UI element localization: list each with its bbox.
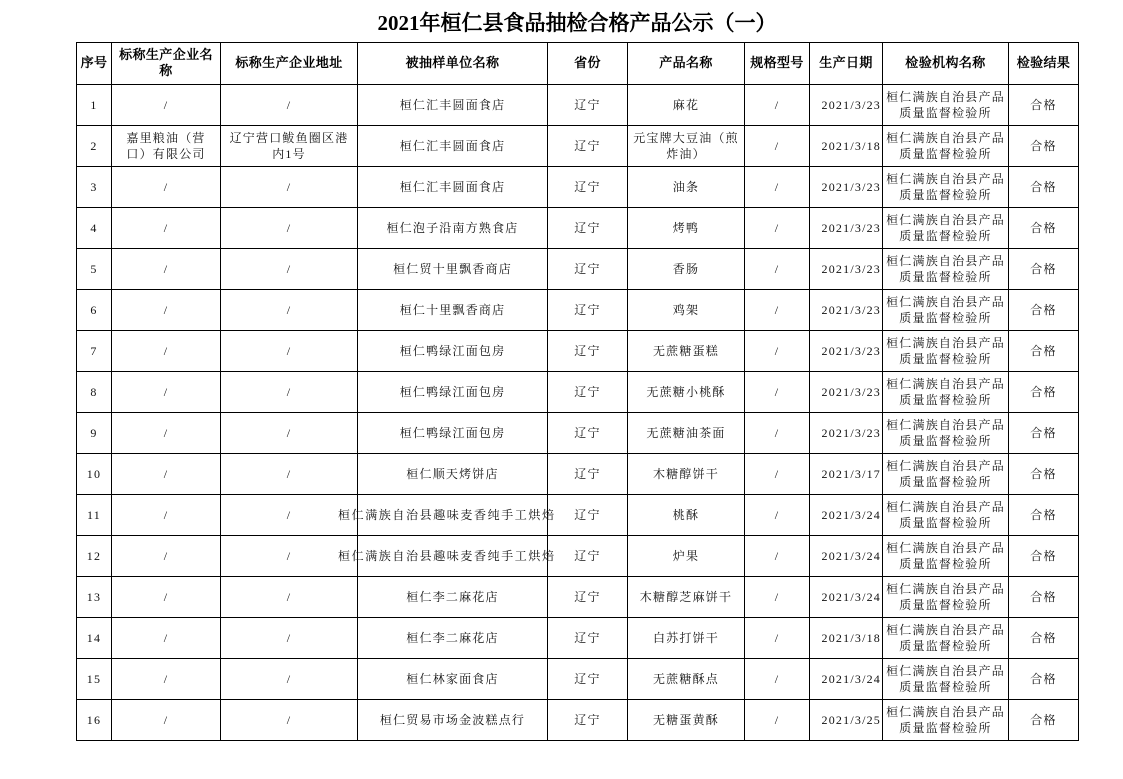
cell-sampled-unit: 桓仁汇丰圆面食店 bbox=[358, 126, 548, 167]
cell-sampled-unit: 桓仁李二麻花店 bbox=[358, 577, 548, 618]
cell-spec-model: / bbox=[745, 167, 810, 208]
cell-inspection-agency: 桓仁满族自治县产品质量监督检验所 bbox=[883, 618, 1009, 659]
cell-spec-model: / bbox=[745, 290, 810, 331]
cell-sampled-unit: 桓仁贸十里飘香商店 bbox=[358, 249, 548, 290]
cell-production-date: 2021/3/23 bbox=[810, 413, 883, 454]
cell-spec-model: / bbox=[745, 495, 810, 536]
cell-inspection-result: 合格 bbox=[1009, 290, 1079, 331]
cell-inspection-result: 合格 bbox=[1009, 659, 1079, 700]
cell-province: 辽宁 bbox=[548, 577, 628, 618]
cell-product-name: 鸡架 bbox=[628, 290, 745, 331]
cell-manufacturer-address: / bbox=[221, 208, 358, 249]
header-spec-model: 规格型号 bbox=[745, 43, 810, 85]
cell-serial-number: 12 bbox=[77, 536, 112, 577]
cell-spec-model: / bbox=[745, 85, 810, 126]
cell-production-date: 2021/3/24 bbox=[810, 577, 883, 618]
cell-manufacturer-name: / bbox=[112, 290, 221, 331]
cell-sampled-unit: 桓仁汇丰圆面食店 bbox=[358, 167, 548, 208]
cell-inspection-result: 合格 bbox=[1009, 249, 1079, 290]
cell-province: 辽宁 bbox=[548, 126, 628, 167]
table-row bbox=[77, 85, 1079, 126]
cell-spec-model: / bbox=[745, 577, 810, 618]
table-row bbox=[77, 167, 1079, 208]
cell-serial-number: 14 bbox=[77, 618, 112, 659]
cell-province: 辽宁 bbox=[548, 454, 628, 495]
cell-province: 辽宁 bbox=[548, 331, 628, 372]
cell-sampled-unit: 桓仁泡子沿南方熟食店 bbox=[358, 208, 548, 249]
cell-inspection-result: 合格 bbox=[1009, 536, 1079, 577]
cell-inspection-agency: 桓仁满族自治县产品质量监督检验所 bbox=[883, 85, 1009, 126]
cell-product-name: 木糖醇芝麻饼干 bbox=[628, 577, 745, 618]
table-header-row bbox=[77, 43, 1079, 85]
cell-manufacturer-address: / bbox=[221, 577, 358, 618]
sampled-unit-text: 桓仁满族自治县趣味麦香纯手工烘焙 bbox=[338, 508, 556, 522]
cell-serial-number: 4 bbox=[77, 208, 112, 249]
cell-product-name: 桃酥 bbox=[628, 495, 745, 536]
cell-product-name: 烤鸭 bbox=[628, 208, 745, 249]
cell-spec-model: / bbox=[745, 331, 810, 372]
cell-serial-number: 7 bbox=[77, 331, 112, 372]
table-row bbox=[77, 536, 1079, 577]
cell-product-name: 无蔗糖油茶面 bbox=[628, 413, 745, 454]
table-row bbox=[77, 208, 1079, 249]
cell-manufacturer-name: / bbox=[112, 577, 221, 618]
cell-product-name: 木糖醇饼干 bbox=[628, 454, 745, 495]
cell-manufacturer-name: / bbox=[112, 208, 221, 249]
cell-province: 辽宁 bbox=[548, 208, 628, 249]
cell-serial-number: 1 bbox=[77, 85, 112, 126]
cell-serial-number: 3 bbox=[77, 167, 112, 208]
cell-manufacturer-address: / bbox=[221, 454, 358, 495]
cell-overflow-clip bbox=[338, 548, 556, 564]
cell-product-name: 无蔗糖酥点 bbox=[628, 659, 745, 700]
cell-production-date: 2021/3/23 bbox=[810, 372, 883, 413]
cell-inspection-agency: 桓仁满族自治县产品质量监督检验所 bbox=[883, 208, 1009, 249]
cell-inspection-result: 合格 bbox=[1009, 208, 1079, 249]
cell-manufacturer-address: / bbox=[221, 249, 358, 290]
cell-spec-model: / bbox=[745, 208, 810, 249]
cell-production-date: 2021/3/23 bbox=[810, 85, 883, 126]
table-row bbox=[77, 495, 1079, 536]
cell-province: 辽宁 bbox=[548, 495, 628, 536]
cell-sampled-unit: 桓仁鸭绿江面包房 bbox=[358, 413, 548, 454]
cell-spec-model: / bbox=[745, 454, 810, 495]
cell-province: 辽宁 bbox=[548, 659, 628, 700]
cell-manufacturer-name: / bbox=[112, 700, 221, 741]
cell-inspection-result: 合格 bbox=[1009, 372, 1079, 413]
cell-production-date: 2021/3/23 bbox=[810, 331, 883, 372]
header-province: 省份 bbox=[548, 43, 628, 85]
table-row bbox=[77, 372, 1079, 413]
cell-production-date: 2021/3/23 bbox=[810, 290, 883, 331]
cell-manufacturer-name: / bbox=[112, 167, 221, 208]
cell-product-name: 麻花 bbox=[628, 85, 745, 126]
cell-manufacturer-address: / bbox=[221, 413, 358, 454]
cell-spec-model: / bbox=[745, 413, 810, 454]
cell-inspection-result: 合格 bbox=[1009, 126, 1079, 167]
cell-manufacturer-address: / bbox=[221, 536, 358, 577]
cell-inspection-agency: 桓仁满族自治县产品质量监督检验所 bbox=[883, 331, 1009, 372]
cell-inspection-result: 合格 bbox=[1009, 167, 1079, 208]
cell-manufacturer-name: / bbox=[112, 85, 221, 126]
cell-inspection-agency: 桓仁满族自治县产品质量监督检验所 bbox=[883, 167, 1009, 208]
cell-product-name: 香肠 bbox=[628, 249, 745, 290]
cell-product-name: 油条 bbox=[628, 167, 745, 208]
cell-production-date: 2021/3/24 bbox=[810, 495, 883, 536]
sampled-unit-text: 桓仁满族自治县趣味麦香纯手工烘焙 bbox=[338, 549, 556, 563]
cell-inspection-agency: 桓仁满族自治县产品质量监督检验所 bbox=[883, 290, 1009, 331]
header-product-name: 产品名称 bbox=[628, 43, 745, 85]
cell-manufacturer-address: / bbox=[221, 659, 358, 700]
table-row bbox=[77, 126, 1079, 167]
cell-inspection-agency: 桓仁满族自治县产品质量监督检验所 bbox=[883, 536, 1009, 577]
cell-inspection-result: 合格 bbox=[1009, 454, 1079, 495]
cell-manufacturer-name: / bbox=[112, 659, 221, 700]
cell-sampled-unit bbox=[338, 495, 556, 536]
cell-province: 辽宁 bbox=[548, 413, 628, 454]
cell-manufacturer-address: / bbox=[221, 290, 358, 331]
cell-inspection-result: 合格 bbox=[1009, 577, 1079, 618]
cell-manufacturer-name: / bbox=[112, 495, 221, 536]
cell-serial-number: 15 bbox=[77, 659, 112, 700]
cell-inspection-result: 合格 bbox=[1009, 618, 1079, 659]
cell-manufacturer-address: / bbox=[221, 700, 358, 741]
table-row bbox=[77, 249, 1079, 290]
cell-province: 辽宁 bbox=[548, 85, 628, 126]
cell-spec-model: / bbox=[745, 536, 810, 577]
cell-production-date: 2021/3/23 bbox=[810, 249, 883, 290]
cell-manufacturer-name: / bbox=[112, 618, 221, 659]
cell-spec-model: / bbox=[745, 372, 810, 413]
cell-serial-number: 6 bbox=[77, 290, 112, 331]
cell-sampled-unit: 桓仁鸭绿江面包房 bbox=[358, 331, 548, 372]
cell-sampled-unit bbox=[338, 536, 556, 577]
cell-manufacturer-name: / bbox=[112, 249, 221, 290]
cell-serial-number: 16 bbox=[77, 700, 112, 741]
cell-product-name: 无蔗糖蛋糕 bbox=[628, 331, 745, 372]
cell-manufacturer-address: / bbox=[221, 618, 358, 659]
cell-inspection-agency: 桓仁满族自治县产品质量监督检验所 bbox=[883, 495, 1009, 536]
cell-production-date: 2021/3/17 bbox=[810, 454, 883, 495]
cell-production-date: 2021/3/24 bbox=[810, 659, 883, 700]
cell-inspection-result: 合格 bbox=[1009, 495, 1079, 536]
table-row bbox=[77, 290, 1079, 331]
cell-manufacturer-address: / bbox=[221, 495, 358, 536]
cell-sampled-unit: 桓仁林家面食店 bbox=[358, 659, 548, 700]
header-sampled-unit: 被抽样单位名称 bbox=[358, 43, 548, 85]
cell-manufacturer-address: / bbox=[221, 85, 358, 126]
cell-inspection-result: 合格 bbox=[1009, 413, 1079, 454]
cell-production-date: 2021/3/25 bbox=[810, 700, 883, 741]
page-title: 2021年桓仁县食品抽检合格产品公示（一） bbox=[377, 11, 777, 35]
cell-spec-model: / bbox=[745, 249, 810, 290]
cell-sampled-unit: 桓仁鸭绿江面包房 bbox=[358, 372, 548, 413]
header-manufacturer-name: 标称生产企业名称 bbox=[112, 43, 221, 85]
cell-serial-number: 2 bbox=[77, 126, 112, 167]
cell-manufacturer-name: / bbox=[112, 331, 221, 372]
cell-serial-number: 9 bbox=[77, 413, 112, 454]
cell-province: 辽宁 bbox=[548, 372, 628, 413]
cell-manufacturer-name: 嘉里粮油（营口）有限公司 bbox=[112, 126, 221, 167]
header-inspection-agency: 检验机构名称 bbox=[883, 43, 1009, 85]
cell-inspection-agency: 桓仁满族自治县产品质量监督检验所 bbox=[883, 700, 1009, 741]
cell-spec-model: / bbox=[745, 700, 810, 741]
cell-province: 辽宁 bbox=[548, 618, 628, 659]
cell-product-name: 元宝牌大豆油（煎炸油） bbox=[628, 126, 745, 167]
table-row bbox=[77, 618, 1079, 659]
cell-inspection-agency: 桓仁满族自治县产品质量监督检验所 bbox=[883, 413, 1009, 454]
cell-production-date: 2021/3/23 bbox=[810, 167, 883, 208]
cell-sampled-unit: 桓仁李二麻花店 bbox=[358, 618, 548, 659]
cell-production-date: 2021/3/18 bbox=[810, 618, 883, 659]
cell-product-name: 无蔗糖小桃酥 bbox=[628, 372, 745, 413]
header-inspection-result: 检验结果 bbox=[1009, 43, 1079, 85]
cell-province: 辽宁 bbox=[548, 167, 628, 208]
cell-province: 辽宁 bbox=[548, 536, 628, 577]
cell-sampled-unit: 桓仁十里飘香商店 bbox=[358, 290, 548, 331]
cell-province: 辽宁 bbox=[548, 290, 628, 331]
cell-inspection-result: 合格 bbox=[1009, 700, 1079, 741]
cell-manufacturer-name: / bbox=[112, 413, 221, 454]
header-production-date: 生产日期 bbox=[810, 43, 883, 85]
cell-manufacturer-address: 辽宁营口鲅鱼圈区港内1号 bbox=[221, 126, 358, 167]
cell-manufacturer-name: / bbox=[112, 372, 221, 413]
cell-sampled-unit: 桓仁顺天烤饼店 bbox=[358, 454, 548, 495]
cell-inspection-agency: 桓仁满族自治县产品质量监督检验所 bbox=[883, 577, 1009, 618]
header-serial-number: 序号 bbox=[77, 43, 112, 85]
table-row bbox=[77, 659, 1079, 700]
table-row bbox=[77, 454, 1079, 495]
table-row bbox=[77, 700, 1079, 741]
inspection-results-table bbox=[76, 42, 1079, 741]
table-row bbox=[77, 331, 1079, 372]
cell-overflow-clip bbox=[338, 507, 556, 523]
cell-inspection-agency: 桓仁满族自治县产品质量监督检验所 bbox=[883, 659, 1009, 700]
cell-production-date: 2021/3/24 bbox=[810, 536, 883, 577]
cell-serial-number: 11 bbox=[77, 495, 112, 536]
cell-product-name: 白苏打饼干 bbox=[628, 618, 745, 659]
cell-inspection-agency: 桓仁满族自治县产品质量监督检验所 bbox=[883, 372, 1009, 413]
cell-production-date: 2021/3/23 bbox=[810, 208, 883, 249]
cell-product-name: 无糖蛋黄酥 bbox=[628, 700, 745, 741]
cell-spec-model: / bbox=[745, 618, 810, 659]
cell-inspection-agency: 桓仁满族自治县产品质量监督检验所 bbox=[883, 126, 1009, 167]
cell-serial-number: 5 bbox=[77, 249, 112, 290]
cell-inspection-result: 合格 bbox=[1009, 331, 1079, 372]
cell-spec-model: / bbox=[745, 126, 810, 167]
cell-manufacturer-address: / bbox=[221, 331, 358, 372]
cell-manufacturer-name: / bbox=[112, 454, 221, 495]
cell-spec-model: / bbox=[745, 659, 810, 700]
cell-inspection-agency: 桓仁满族自治县产品质量监督检验所 bbox=[883, 249, 1009, 290]
cell-manufacturer-address: / bbox=[221, 167, 358, 208]
cell-province: 辽宁 bbox=[548, 700, 628, 741]
table-row bbox=[77, 577, 1079, 618]
cell-product-name: 炉果 bbox=[628, 536, 745, 577]
cell-serial-number: 13 bbox=[77, 577, 112, 618]
cell-serial-number: 10 bbox=[77, 454, 112, 495]
cell-province: 辽宁 bbox=[548, 249, 628, 290]
cell-inspection-result: 合格 bbox=[1009, 85, 1079, 126]
table-row bbox=[77, 413, 1079, 454]
cell-sampled-unit: 桓仁贸易市场金波糕点行 bbox=[358, 700, 548, 741]
cell-sampled-unit: 桓仁汇丰圆面食店 bbox=[358, 85, 548, 126]
cell-production-date: 2021/3/18 bbox=[810, 126, 883, 167]
cell-manufacturer-name: / bbox=[112, 536, 221, 577]
header-manufacturer-address: 标称生产企业地址 bbox=[221, 43, 358, 85]
cell-serial-number: 8 bbox=[77, 372, 112, 413]
cell-manufacturer-address: / bbox=[221, 372, 358, 413]
cell-inspection-agency: 桓仁满族自治县产品质量监督检验所 bbox=[883, 454, 1009, 495]
